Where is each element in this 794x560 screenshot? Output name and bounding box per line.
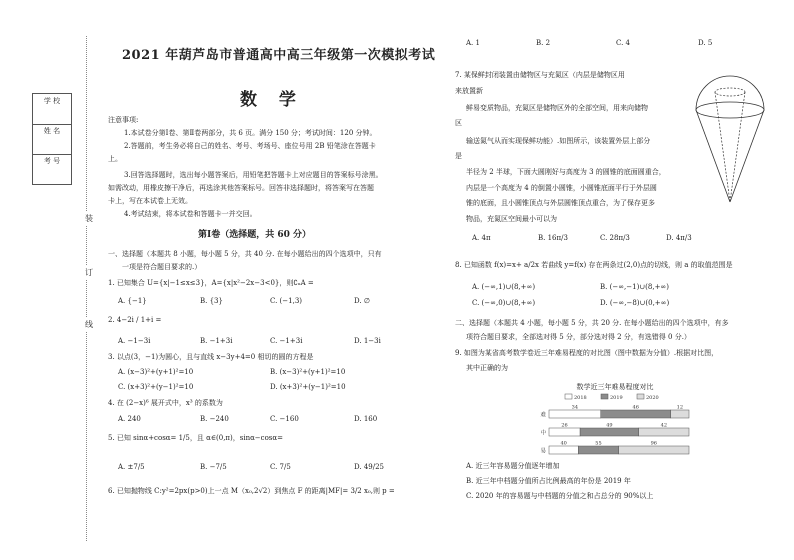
subject-title: 数 学 <box>240 90 304 110</box>
q9-option-a[interactable]: A. 近三年容易题分值逐年增加 <box>466 462 560 470</box>
difficulty-chart-svg <box>535 380 695 465</box>
notice-line: 卡上，写在本试卷上无效。 <box>108 197 192 205</box>
q7-option-c[interactable]: C. 28π/3 <box>600 234 630 242</box>
question-4-stem: 4. 在 (2−x)⁶ 展开式中，x³ 的系数为 <box>108 399 223 407</box>
bar-2020-2 <box>619 446 689 454</box>
legend-label-2019: 2019 <box>610 395 623 401</box>
q7-line: 物品，充氮区空间最小可以为 <box>466 215 557 223</box>
q7-line: 区 <box>455 119 462 127</box>
q2-option-c[interactable]: C. −1+3i <box>270 337 303 345</box>
q5-option-b[interactable]: B. −7/5 <box>200 463 227 471</box>
q3-option-b[interactable]: B. (x−3)²+(y+1)²=10 <box>270 368 346 376</box>
q7-line: 来放置新 <box>455 87 483 95</box>
bar-2018-2 <box>549 446 578 454</box>
inner-cone-left <box>715 92 730 202</box>
q3-option-c[interactable]: C. (x+3)²+(y−1)²=10 <box>118 383 194 391</box>
school-field[interactable] <box>33 94 71 125</box>
section2-intro: 二、选择题（本题共 4 小题，每小题 5 分，共 20 分. 在每小题给出的四个选项中，有多 <box>455 319 729 327</box>
bar-2020-1 <box>639 428 689 436</box>
q3-option-d[interactable]: D. (x+3)²+(y−1)²=10 <box>270 383 346 391</box>
question-2-stem: 2. 4−2i / 1+i = <box>108 316 162 324</box>
q7-line: 7. 某保鲜封闭装置由储物区与充氮区（内层是储物区用 <box>455 71 625 79</box>
section1-intro: 一、选择题（本题共 8 小题，每小题 5 分，共 40 分. 在每小题给出的四个选项中，只有 <box>108 250 382 258</box>
q7-option-d[interactable]: D. 4π/3 <box>666 234 692 242</box>
q4-option-b[interactable]: B. −240 <box>200 415 229 423</box>
q1-option-a[interactable]: A. {−1} <box>118 297 147 305</box>
bar-2019-1 <box>580 428 639 436</box>
q5-option-a[interactable]: A. ±7/5 <box>118 463 145 471</box>
question-1-stem: 1. 已知集合 U={x|−1≤x≤3}，A={x|x²−2x−3<0}，则∁ᵤA = <box>108 279 314 287</box>
binding-mark-xian: 线 <box>85 320 93 329</box>
bar-value-2020-2: 96 <box>650 440 658 447</box>
chart-title: 数学近三年难易程度对比 <box>576 383 654 391</box>
q8-option-b[interactable]: B. (−∞,−1)∪(8,+∞) <box>600 283 669 291</box>
bar-2018-1 <box>549 428 580 436</box>
q7-line: 是 <box>455 152 462 160</box>
q6-option-a[interactable]: A. 1 <box>466 39 480 47</box>
q7-line: 输送氮气从而实现保鲜功能）.如图所示，该装置外层上部分 <box>466 137 651 145</box>
q2-option-a[interactable]: A. −1−3i <box>118 337 151 345</box>
notice-line: 1.本试卷分第Ⅰ卷、第Ⅱ卷两部分，共 6 页。满分 150 分；考试时间：120 分钟。 <box>124 129 377 137</box>
school-label: 学 校 <box>43 97 61 105</box>
q2-option-b[interactable]: B. −1+3i <box>200 337 233 345</box>
question-8-stem: 8. 已知函数 f(x)=x+ a/2x 若曲线 y=f(x) 存在两条过(2,0)点的切线，则 a 的取值范围是 <box>455 261 733 269</box>
bar-2019-2 <box>578 446 618 454</box>
q7-option-a[interactable]: A. 4π <box>472 234 491 242</box>
q5-option-d[interactable]: D. 49/25 <box>354 463 384 471</box>
q4-option-c[interactable]: C. −160 <box>270 415 299 423</box>
binding-mark-zhuang: 装 <box>85 214 93 223</box>
binding-mark-ding: 订 <box>85 268 93 277</box>
bar-value-2019-1: 49 <box>606 422 613 429</box>
bar-value-2018-1: 26 <box>561 422 568 429</box>
notice-line: 上。 <box>108 155 122 163</box>
category-label-0: 难 <box>540 412 546 419</box>
exam-number-field[interactable] <box>33 154 71 184</box>
student-info-box <box>32 93 72 185</box>
q1-option-c[interactable]: C. (−1,3) <box>270 297 303 305</box>
bar-value-2019-0: 46 <box>632 404 639 411</box>
q7-option-b[interactable]: B. 16π/3 <box>538 234 568 242</box>
base-ellipse <box>696 102 764 118</box>
q9-option-c[interactable]: C. 2020 年的容易题与中档题的分值之和占总分的 90%以上 <box>466 492 654 500</box>
q1-option-b[interactable]: B. {3} <box>200 297 223 305</box>
section1-intro: 一项是符合题目要求的.） <box>122 263 202 271</box>
q9-option-b[interactable]: B. 近三年中档题分值所占比例最高的年份是 2019 年 <box>466 477 631 485</box>
q7-line: 锥的底面，且小圆锥顶点与外层圆锥顶点重合，为了保存更多 <box>466 199 655 207</box>
question-9-stem: 其中正确的为 <box>466 364 508 372</box>
question-9-stem: 9. 如图为某省高考数学卷近三年难易程度的对比图（图中数据为分值）.根据对比图， <box>455 349 719 357</box>
q6-option-c[interactable]: C. 4 <box>616 39 631 47</box>
section2-intro: 项符合题目要求，全部选对得 5 分，部分选对得 2 分，有选错得 0 分.） <box>466 333 691 341</box>
question-6-stem: 6. 已知抛物线 C:y²=2px(p>0)上一点 M（x₀,2√2）到焦点 F 的距离|MF|= 3/2 x₀,则 p = <box>108 487 395 495</box>
q5-option-c[interactable]: C. 7/5 <box>270 463 291 471</box>
notice-line: 4.考试结束，将本试卷和答题卡一并交回。 <box>124 210 257 218</box>
notice-heading: 注意事项: <box>108 116 139 124</box>
bar-value-2019-2: 55 <box>595 440 602 447</box>
bar-2020-0 <box>671 410 689 418</box>
outer-cone-left <box>696 110 730 202</box>
q7-line: 鲜易变质物品，充氮区是储物区外的全部空间，用来向储物 <box>466 104 648 112</box>
name-label: 姓 名 <box>43 127 61 135</box>
name-field[interactable] <box>33 124 71 155</box>
legend-label-2020: 2020 <box>646 395 659 401</box>
bar-value-2020-0: 12 <box>676 404 684 411</box>
legend-swatch-2018 <box>565 394 572 399</box>
bar-value-2020-1: 42 <box>660 422 668 429</box>
difficulty-chart <box>535 380 695 465</box>
bar-2018-0 <box>549 410 601 418</box>
q7-line: 半径为 2 半球，下面大圆刚好与高度为 3 的圆锥的底面圆重合， <box>466 168 666 176</box>
part1-heading: 第Ⅰ卷（选择题，共 60 分） <box>198 230 312 240</box>
notice-line: 3.回答选择题时，选出每小题答案后，用铅笔把答题卡上对应题目的答案标号涂黑。 <box>124 171 383 179</box>
category-label-1: 中 <box>540 430 546 437</box>
q6-option-b[interactable]: B. 2 <box>536 39 551 47</box>
storage-device-figure <box>690 62 770 212</box>
inner-cone-right <box>730 92 745 202</box>
q1-option-d[interactable]: D. ∅ <box>354 297 370 305</box>
question-5-stem: 5. 已知 sinα+cosα= 1/5，且 α∈(0,π)，sinα−cosα= <box>108 434 283 442</box>
outer-cone-right <box>730 110 764 202</box>
legend-swatch-2020 <box>637 394 644 399</box>
q2-option-d[interactable]: D. 1−3i <box>354 337 381 345</box>
category-label-2: 易 <box>540 448 546 455</box>
exam-title: 2021 年葫芦岛市普通高中高三年级第一次模拟考试 <box>122 48 436 63</box>
q4-option-a[interactable]: A. 240 <box>118 415 141 423</box>
notice-line: 2.答题前，考生务必将自己的姓名、考号、考场号、座位号用 2B 铅笔涂在答题卡 <box>124 142 376 150</box>
legend-label-2018: 2018 <box>574 395 587 401</box>
hemisphere-outline <box>696 76 764 110</box>
q6-option-d[interactable]: D. 5 <box>698 39 713 47</box>
question-3-stem: 3. 以点(3，−1)为圆心，且与直线 x−3y+4=0 相切的圆的方程是 <box>108 353 314 361</box>
q7-line: 内层是一个高度为 4 的倒置小圆锥，小圆锥底面平行于外层圆 <box>466 184 657 192</box>
binding-line <box>86 36 93 541</box>
bar-value-2018-2: 40 <box>560 440 567 447</box>
q3-option-a[interactable]: A. (x−3)²+(y+1)²=10 <box>118 368 194 376</box>
bar-2019-0 <box>601 410 671 418</box>
q8-option-c[interactable]: C. (−∞,0)∪(8,+∞) <box>472 299 536 307</box>
q8-option-a[interactable]: A. (−∞,1)∪(8,+∞) <box>472 283 536 291</box>
inner-cone-top <box>715 88 745 96</box>
exam-number-label: 考 号 <box>43 157 61 165</box>
q4-option-d[interactable]: D. 160 <box>354 415 378 423</box>
q8-option-d[interactable]: D. (−∞,−8)∪(0,+∞) <box>600 299 670 307</box>
bar-value-2018-0: 34 <box>571 404 579 411</box>
notice-line: 如需改动，用橡皮擦干净后，再选涂其他答案标号。回答非选择题时，将答案写在答题 <box>108 184 374 192</box>
legend-swatch-2019 <box>601 394 608 399</box>
